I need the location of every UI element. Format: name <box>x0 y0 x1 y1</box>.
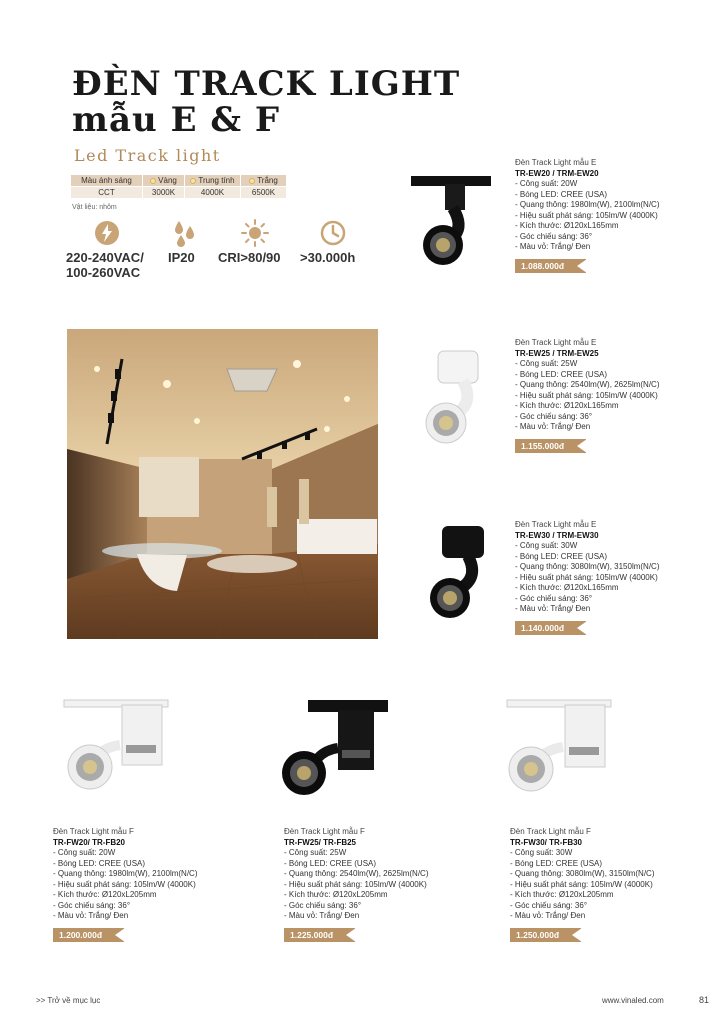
spec-line: - Màu vỏ: Trắng/ Đen <box>515 604 591 613</box>
product-code: TR-FW30/ TR-FB30 <box>510 837 582 847</box>
product-image-tr-ew20 <box>405 170 495 275</box>
product-image-tr-fw20 <box>62 695 172 805</box>
spec-line: - Hiệu suất phát sáng: 105lm/W (4000K) <box>284 879 427 889</box>
spec-line: - Công suất: 25W <box>284 848 347 857</box>
spec-line: - Kích thước: Ø120xL165mm <box>515 221 619 230</box>
spec-line: - Màu vỏ: Trắng/ Đen <box>510 911 586 920</box>
feature-lifetime: >30.000h <box>300 250 356 265</box>
spec-line: - Kích thước: Ø120xL165mm <box>515 401 619 410</box>
feature-voltage: 220-240VAC/ 100-260VAC <box>66 250 144 280</box>
spec-line: - Góc chiếu sáng: 36° <box>515 411 593 421</box>
spec-line: - Quang thông: 2540lm(W), 2625lm(N/C) <box>515 380 660 389</box>
spec-line: - Quang thông: 3080lm(W), 3150lm(N/C) <box>515 562 660 571</box>
product-image-tr-fb25 <box>278 698 393 808</box>
showroom-photo <box>67 329 378 639</box>
material-note: Vật liệu: nhôm <box>72 204 117 211</box>
cct-table <box>70 174 287 199</box>
title-line-1: ĐÈN TRACK LIGHT <box>72 64 461 104</box>
sun-icon <box>240 218 270 248</box>
spec-line: - Góc chiếu sáng: 36° <box>53 900 131 910</box>
cct-value-cool: 6500K <box>241 187 287 199</box>
product-code: TR-EW30 / TRM-EW30 <box>515 530 599 540</box>
product-code: TR-FW20/ TR-FB20 <box>53 837 125 847</box>
page-number: 81 <box>699 995 710 1005</box>
back-to-toc-link[interactable]: >> Trở về mục lục <box>36 996 101 1005</box>
website-link[interactable]: www.vinaled.com <box>602 996 664 1005</box>
price-tag: 1.200.000đ <box>53 928 124 942</box>
spec-line: - Quang thông: 1980lm(W), 2100lm(N/C) <box>515 200 660 209</box>
product-info-tr-fw25 <box>284 827 484 942</box>
spec-line: - Góc chiếu sáng: 36° <box>284 900 362 910</box>
product-category: Đèn Track Light mẫu E <box>515 158 597 167</box>
feature-cri: CRI>80/90 <box>218 250 281 265</box>
product-category: Đèn Track Light mẫu F <box>284 827 365 836</box>
product-image-tr-ew30 <box>420 520 500 625</box>
spec-line: - Góc chiếu sáng: 36° <box>510 900 588 910</box>
bulb-dot-icon <box>249 178 255 184</box>
spec-line: - Hiệu suất phát sáng: 105lm/W (4000K) <box>515 390 658 400</box>
spec-line: - Màu vỏ: Trắng/ Đen <box>284 911 360 920</box>
product-info-tr-ew30 <box>515 520 715 635</box>
product-code: TR-EW25 / TRM-EW25 <box>515 348 599 358</box>
spec-line: - Công suất: 25W <box>515 359 578 368</box>
spec-line: - Quang thông: 3080lm(W), 3150lm(N/C) <box>510 869 655 878</box>
spec-line: - Công suất: 30W <box>510 848 573 857</box>
product-image-tr-ew25 <box>418 345 498 450</box>
spec-line: - Công suất: 20W <box>515 179 578 188</box>
spec-line: - Hiệu suất phát sáng: 105lm/W (4000K) <box>515 572 658 582</box>
product-code: TR-EW20 / TRM-EW20 <box>515 168 599 178</box>
price-tag: 1.250.000đ <box>510 928 581 942</box>
spec-line: - Công suất: 30W <box>515 541 578 550</box>
product-info-tr-fw30 <box>510 827 710 942</box>
spec-line: - Bóng LED: CREE (USA) <box>515 551 608 561</box>
product-info-tr-fw20 <box>53 827 253 942</box>
product-info-tr-ew25 <box>515 338 715 453</box>
clock-icon <box>318 218 348 248</box>
spec-line: - Kích thước: Ø120xL165mm <box>515 583 619 592</box>
feature-ip-rating: IP20 <box>168 250 195 265</box>
spec-line: - Quang thông: 1980lm(W), 2100lm(N/C) <box>53 869 198 878</box>
spec-line: - Kích thước: Ø120xL205mm <box>53 890 157 899</box>
bulb-dot-icon <box>190 178 196 184</box>
product-category: Đèn Track Light mẫu F <box>53 827 134 836</box>
spec-line: - Màu vỏ: Trắng/ Đen <box>53 911 129 920</box>
spec-line: - Bóng LED: CREE (USA) <box>510 858 603 868</box>
product-image-tr-fw30 <box>505 697 615 807</box>
spec-line: - Bóng LED: CREE (USA) <box>53 858 146 868</box>
cct-row-label: CCT <box>71 187 143 199</box>
product-category: Đèn Track Light mẫu E <box>515 338 597 347</box>
spec-line: - Màu vỏ: Trắng/ Đen <box>515 242 591 251</box>
spec-line: - Bóng LED: CREE (USA) <box>515 369 608 379</box>
spec-line: - Quang thông: 2540lm(W), 2625lm(N/C) <box>284 869 429 878</box>
price-tag: 1.088.000đ <box>515 259 586 273</box>
price-tag: 1.155.000đ <box>515 439 586 453</box>
price-tag: 1.225.000đ <box>284 928 355 942</box>
spec-line: - Bóng LED: CREE (USA) <box>284 858 377 868</box>
bulb-dot-icon <box>150 178 156 184</box>
water-drops-icon <box>170 218 200 248</box>
spec-line: - Bóng LED: CREE (USA) <box>515 189 608 199</box>
cct-header-warm: Vàng <box>143 175 185 187</box>
spec-line: - Kích thước: Ø120xL205mm <box>284 890 388 899</box>
spec-line: - Góc chiếu sáng: 36° <box>515 231 593 241</box>
price-tag: 1.140.000đ <box>515 621 586 635</box>
product-code: TR-FW25/ TR-FB25 <box>284 837 356 847</box>
title-line-2: mẫu E & F <box>72 100 280 140</box>
spec-line: - Công suất: 20W <box>53 848 116 857</box>
spec-line: - Góc chiếu sáng: 36° <box>515 593 593 603</box>
cct-header-cool: Trắng <box>241 175 287 187</box>
spec-line: - Hiệu suất phát sáng: 105lm/W (4000K) <box>53 879 196 889</box>
page-title <box>72 66 460 138</box>
spec-line: - Hiệu suất phát sáng: 105lm/W (4000K) <box>515 210 658 220</box>
lightning-icon <box>92 218 122 248</box>
product-category: Đèn Track Light mẫu F <box>510 827 591 836</box>
cct-header-label: Màu ánh sáng <box>71 175 143 187</box>
spec-line: - Hiệu suất phát sáng: 105lm/W (4000K) <box>510 879 653 889</box>
cct-header-neutral: Trung tính <box>185 175 241 187</box>
cct-value-neutral: 4000K <box>185 187 241 199</box>
product-category: Đèn Track Light mẫu E <box>515 520 597 529</box>
spec-line: - Kích thước: Ø120xL205mm <box>510 890 614 899</box>
product-info-tr-ew20 <box>515 158 715 273</box>
page-subtitle: Led Track light <box>74 146 221 165</box>
cct-value-warm: 3000K <box>143 187 185 199</box>
spec-line: - Màu vỏ: Trắng/ Đen <box>515 422 591 431</box>
